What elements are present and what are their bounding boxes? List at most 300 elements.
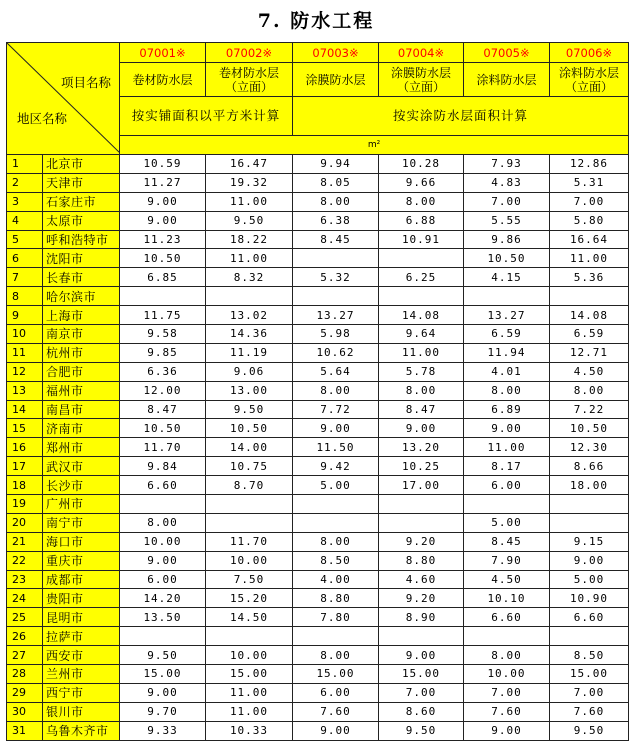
price-cell bbox=[206, 513, 293, 532]
city-name-cell: 呼和浩特市 bbox=[43, 230, 120, 249]
price-cell: 6.00 bbox=[120, 570, 206, 589]
price-cell: 7.60 bbox=[293, 702, 379, 721]
price-cell: 15.00 bbox=[206, 665, 293, 684]
city-name-cell: 乌鲁木齐市 bbox=[43, 721, 120, 740]
row-number-cell: 24 bbox=[7, 589, 43, 608]
code-cell: 07003※ bbox=[293, 43, 379, 63]
price-cell: 8.00 bbox=[293, 381, 379, 400]
price-cell: 8.05 bbox=[293, 173, 379, 192]
table-row bbox=[7, 646, 629, 665]
price-cell: 8.80 bbox=[293, 589, 379, 608]
table-row bbox=[7, 513, 629, 532]
table-row bbox=[7, 589, 629, 608]
row-number-cell: 23 bbox=[7, 570, 43, 589]
price-cell: 10.50 bbox=[464, 249, 550, 268]
row-number-cell: 6 bbox=[7, 249, 43, 268]
price-cell: 10.50 bbox=[120, 249, 206, 268]
price-cell: 12.30 bbox=[550, 438, 629, 457]
city-name-cell: 武汉市 bbox=[43, 457, 120, 476]
code-cell: 07005※ bbox=[464, 43, 550, 63]
price-cell: 8.00 bbox=[550, 381, 629, 400]
price-cell: 5.00 bbox=[550, 570, 629, 589]
item-name-cell bbox=[120, 63, 206, 97]
price-cell: 6.00 bbox=[293, 683, 379, 702]
price-cell: 4.50 bbox=[464, 570, 550, 589]
price-cell: 8.66 bbox=[550, 457, 629, 476]
price-cell: 8.00 bbox=[293, 646, 379, 665]
price-cell bbox=[293, 513, 379, 532]
table-row bbox=[7, 155, 629, 174]
price-cell: 12.71 bbox=[550, 343, 629, 362]
price-cell: 10.91 bbox=[379, 230, 464, 249]
price-cell bbox=[120, 495, 206, 514]
price-cell: 11.50 bbox=[293, 438, 379, 457]
price-cell bbox=[206, 287, 293, 306]
item-name-label: 项目名称 bbox=[60, 75, 111, 90]
city-name-cell: 沈阳市 bbox=[43, 249, 120, 268]
row-number-cell: 29 bbox=[7, 683, 43, 702]
price-cell: 14.20 bbox=[120, 589, 206, 608]
price-cell: 5.32 bbox=[293, 268, 379, 287]
code-cell: 07006※ bbox=[550, 43, 629, 63]
price-cell: 15.20 bbox=[206, 589, 293, 608]
table-row bbox=[7, 570, 629, 589]
table-row bbox=[7, 495, 629, 514]
item-name-line: 涂膜防水层 bbox=[305, 72, 366, 87]
price-cell: 10.00 bbox=[120, 532, 206, 551]
row-number-cell: 7 bbox=[7, 268, 43, 287]
table-row bbox=[7, 665, 629, 684]
table-row bbox=[7, 419, 629, 438]
item-name-line: 涂料防水层 bbox=[558, 65, 619, 80]
city-name-cell: 长春市 bbox=[43, 268, 120, 287]
city-name-cell: 西安市 bbox=[43, 646, 120, 665]
price-cell bbox=[379, 495, 464, 514]
item-name-line: 卷材防水层 bbox=[132, 72, 193, 87]
price-cell: 19.32 bbox=[206, 173, 293, 192]
price-cell bbox=[550, 495, 629, 514]
price-cell: 8.90 bbox=[379, 608, 464, 627]
row-number-cell: 31 bbox=[7, 721, 43, 740]
price-cell: 8.00 bbox=[464, 381, 550, 400]
item-name-cell bbox=[464, 63, 550, 97]
price-cell: 6.25 bbox=[379, 268, 464, 287]
table-row bbox=[7, 721, 629, 740]
price-cell: 5.64 bbox=[293, 362, 379, 381]
price-cell bbox=[293, 287, 379, 306]
row-number-cell: 17 bbox=[7, 457, 43, 476]
row-number-cell: 14 bbox=[7, 400, 43, 419]
price-cell bbox=[293, 495, 379, 514]
row-number-cell: 3 bbox=[7, 192, 43, 211]
item-name-line: 涂料防水层 bbox=[476, 72, 537, 87]
price-cell: 6.88 bbox=[379, 211, 464, 230]
city-name-cell: 天津市 bbox=[43, 173, 120, 192]
price-cell: 11.27 bbox=[120, 173, 206, 192]
price-cell: 8.50 bbox=[293, 551, 379, 570]
price-cell: 11.75 bbox=[120, 306, 206, 325]
price-cell: 9.20 bbox=[379, 589, 464, 608]
price-cell: 9.33 bbox=[120, 721, 206, 740]
city-name-cell: 长沙市 bbox=[43, 476, 120, 495]
table-row bbox=[7, 476, 629, 495]
city-name-cell: 福州市 bbox=[43, 381, 120, 400]
price-cell bbox=[464, 287, 550, 306]
price-cell: 10.75 bbox=[206, 457, 293, 476]
table-row bbox=[7, 287, 629, 306]
city-name-cell: 南昌市 bbox=[43, 400, 120, 419]
price-cell: 9.84 bbox=[120, 457, 206, 476]
price-cell: 8.00 bbox=[293, 532, 379, 551]
price-cell: 13.00 bbox=[206, 381, 293, 400]
city-name-cell: 郑州市 bbox=[43, 438, 120, 457]
price-cell: 9.58 bbox=[120, 325, 206, 344]
price-cell bbox=[379, 287, 464, 306]
price-cell: 8.00 bbox=[379, 192, 464, 211]
city-name-cell: 拉萨市 bbox=[43, 627, 120, 646]
price-cell: 12.86 bbox=[550, 155, 629, 174]
table-row bbox=[7, 683, 629, 702]
city-name-cell: 太原市 bbox=[43, 211, 120, 230]
price-cell: 4.60 bbox=[379, 570, 464, 589]
table-row bbox=[7, 551, 629, 570]
price-cell: 4.83 bbox=[464, 173, 550, 192]
row-number-cell: 21 bbox=[7, 532, 43, 551]
price-cell: 11.00 bbox=[550, 249, 629, 268]
price-cell: 8.47 bbox=[120, 400, 206, 419]
row-number-cell: 13 bbox=[7, 381, 43, 400]
price-cell: 8.45 bbox=[464, 532, 550, 551]
table-row bbox=[7, 343, 629, 362]
price-cell: 9.00 bbox=[120, 551, 206, 570]
price-cell: 7.00 bbox=[550, 192, 629, 211]
price-cell: 9.00 bbox=[120, 683, 206, 702]
city-name-cell: 杭州市 bbox=[43, 343, 120, 362]
city-name-cell: 合肥市 bbox=[43, 362, 120, 381]
table-row bbox=[7, 325, 629, 344]
price-cell: 9.86 bbox=[464, 230, 550, 249]
waterproofing-price-table bbox=[6, 42, 629, 741]
price-cell: 5.36 bbox=[550, 268, 629, 287]
price-cell: 6.36 bbox=[120, 362, 206, 381]
row-number-cell: 4 bbox=[7, 211, 43, 230]
price-cell: 4.01 bbox=[464, 362, 550, 381]
price-cell: 11.70 bbox=[206, 532, 293, 551]
price-cell: 5.31 bbox=[550, 173, 629, 192]
city-name-cell: 济南市 bbox=[43, 419, 120, 438]
price-cell: 9.00 bbox=[120, 192, 206, 211]
price-cell: 4.15 bbox=[464, 268, 550, 287]
price-cell: 11.94 bbox=[464, 343, 550, 362]
price-cell: 13.50 bbox=[120, 608, 206, 627]
row-number-cell: 28 bbox=[7, 665, 43, 684]
price-cell: 7.80 bbox=[293, 608, 379, 627]
table-row bbox=[7, 211, 629, 230]
price-cell: 10.90 bbox=[550, 589, 629, 608]
price-cell: 9.00 bbox=[293, 419, 379, 438]
price-cell bbox=[120, 287, 206, 306]
item-name-cell bbox=[550, 63, 629, 97]
price-cell: 8.80 bbox=[379, 551, 464, 570]
price-cell: 9.64 bbox=[379, 325, 464, 344]
price-cell bbox=[464, 627, 550, 646]
price-cell: 10.50 bbox=[550, 419, 629, 438]
price-cell: 10.00 bbox=[206, 551, 293, 570]
item-name-line: 涂膜防水层 bbox=[390, 65, 451, 80]
row-number-cell: 2 bbox=[7, 173, 43, 192]
row-number-cell: 25 bbox=[7, 608, 43, 627]
price-cell: 8.70 bbox=[206, 476, 293, 495]
price-cell: 6.89 bbox=[464, 400, 550, 419]
price-cell: 9.50 bbox=[550, 721, 629, 740]
table-row bbox=[7, 192, 629, 211]
price-cell: 16.47 bbox=[206, 155, 293, 174]
price-cell: 9.42 bbox=[293, 457, 379, 476]
price-cell: 12.00 bbox=[120, 381, 206, 400]
table-row bbox=[7, 306, 629, 325]
price-cell: 5.98 bbox=[293, 325, 379, 344]
code-cell: 07004※ bbox=[379, 43, 464, 63]
unit-cell: m² bbox=[120, 136, 629, 155]
price-cell: 7.00 bbox=[550, 683, 629, 702]
city-name-cell: 海口市 bbox=[43, 532, 120, 551]
price-cell: 4.50 bbox=[550, 362, 629, 381]
price-cell: 7.72 bbox=[293, 400, 379, 419]
item-name-line: （立面） bbox=[564, 79, 613, 94]
price-cell: 9.50 bbox=[379, 721, 464, 740]
price-cell: 6.59 bbox=[550, 325, 629, 344]
city-name-cell: 贵阳市 bbox=[43, 589, 120, 608]
price-cell: 6.60 bbox=[464, 608, 550, 627]
price-cell: 9.00 bbox=[379, 419, 464, 438]
price-cell: 10.25 bbox=[379, 457, 464, 476]
code-cell: 07001※ bbox=[120, 43, 206, 63]
price-cell bbox=[379, 513, 464, 532]
item-name-cell bbox=[206, 63, 293, 97]
price-cell bbox=[293, 249, 379, 268]
price-cell: 8.00 bbox=[120, 513, 206, 532]
price-cell: 15.00 bbox=[120, 665, 206, 684]
price-cell: 8.45 bbox=[293, 230, 379, 249]
price-cell: 10.00 bbox=[206, 646, 293, 665]
price-cell: 10.62 bbox=[293, 343, 379, 362]
price-cell bbox=[550, 627, 629, 646]
price-cell: 13.27 bbox=[293, 306, 379, 325]
price-cell: 8.32 bbox=[206, 268, 293, 287]
table-row bbox=[7, 457, 629, 476]
price-cell bbox=[120, 627, 206, 646]
price-cell: 5.00 bbox=[293, 476, 379, 495]
calc-rule-coating-area: 按实涂防水层面积计算 bbox=[293, 97, 629, 136]
row-number-cell: 19 bbox=[7, 495, 43, 514]
table-row bbox=[7, 400, 629, 419]
price-cell: 14.00 bbox=[206, 438, 293, 457]
row-number-cell: 20 bbox=[7, 513, 43, 532]
price-cell bbox=[206, 495, 293, 514]
row-number-cell: 26 bbox=[7, 627, 43, 646]
price-cell: 9.00 bbox=[120, 211, 206, 230]
price-cell: 7.00 bbox=[379, 683, 464, 702]
price-cell: 6.00 bbox=[464, 476, 550, 495]
item-name-cell bbox=[379, 63, 464, 97]
price-cell: 9.50 bbox=[206, 400, 293, 419]
price-cell: 9.00 bbox=[464, 721, 550, 740]
price-cell: 11.00 bbox=[379, 343, 464, 362]
price-cell: 9.85 bbox=[120, 343, 206, 362]
city-name-cell: 南宁市 bbox=[43, 513, 120, 532]
price-cell: 9.00 bbox=[293, 721, 379, 740]
row-number-cell: 10 bbox=[7, 325, 43, 344]
item-name-line: （立面） bbox=[396, 79, 445, 94]
price-cell: 10.28 bbox=[379, 155, 464, 174]
price-cell: 5.00 bbox=[464, 513, 550, 532]
price-cell: 13.02 bbox=[206, 306, 293, 325]
city-name-cell: 西宁市 bbox=[43, 683, 120, 702]
row-number-cell: 18 bbox=[7, 476, 43, 495]
table-row bbox=[7, 702, 629, 721]
city-name-cell: 兰州市 bbox=[43, 665, 120, 684]
city-name-cell: 成都市 bbox=[43, 570, 120, 589]
price-cell: 13.20 bbox=[379, 438, 464, 457]
price-cell: 11.00 bbox=[206, 702, 293, 721]
row-number-cell: 30 bbox=[7, 702, 43, 721]
calc-rule-area-per-sqm: 按实铺面积以平方米计算 bbox=[120, 97, 293, 136]
city-name-cell: 哈尔滨市 bbox=[43, 287, 120, 306]
price-cell: 8.17 bbox=[464, 457, 550, 476]
price-cell: 10.33 bbox=[206, 721, 293, 740]
price-cell: 8.00 bbox=[379, 381, 464, 400]
price-cell: 9.50 bbox=[120, 646, 206, 665]
price-cell: 14.36 bbox=[206, 325, 293, 344]
price-cell: 18.22 bbox=[206, 230, 293, 249]
price-cell: 9.66 bbox=[379, 173, 464, 192]
row-number-cell: 9 bbox=[7, 306, 43, 325]
item-name-cell bbox=[293, 63, 379, 97]
price-cell: 11.19 bbox=[206, 343, 293, 362]
table-row bbox=[7, 608, 629, 627]
price-cell: 6.59 bbox=[464, 325, 550, 344]
row-number-cell: 15 bbox=[7, 419, 43, 438]
price-cell: 10.50 bbox=[120, 419, 206, 438]
table-row bbox=[7, 381, 629, 400]
price-cell: 6.60 bbox=[120, 476, 206, 495]
price-cell: 6.60 bbox=[550, 608, 629, 627]
city-name-cell: 上海市 bbox=[43, 306, 120, 325]
city-name-cell: 石家庄市 bbox=[43, 192, 120, 211]
price-cell: 9.00 bbox=[464, 419, 550, 438]
price-cell: 9.50 bbox=[206, 211, 293, 230]
row-number-cell: 11 bbox=[7, 343, 43, 362]
price-cell: 6.85 bbox=[120, 268, 206, 287]
table-row bbox=[7, 249, 629, 268]
price-cell: 9.94 bbox=[293, 155, 379, 174]
item-name-line: （立面） bbox=[224, 79, 273, 94]
price-cell: 15.00 bbox=[379, 665, 464, 684]
city-name-cell: 重庆市 bbox=[43, 551, 120, 570]
price-cell: 9.00 bbox=[379, 646, 464, 665]
price-cell: 9.06 bbox=[206, 362, 293, 381]
price-cell: 8.47 bbox=[379, 400, 464, 419]
corner-diagonal bbox=[7, 43, 120, 153]
price-cell: 11.00 bbox=[206, 249, 293, 268]
price-cell: 10.50 bbox=[206, 419, 293, 438]
price-cell: 9.15 bbox=[550, 532, 629, 551]
price-cell bbox=[293, 627, 379, 646]
code-cell: 07002※ bbox=[206, 43, 293, 63]
row-number-cell: 22 bbox=[7, 551, 43, 570]
price-cell: 7.00 bbox=[464, 683, 550, 702]
price-cell: 14.08 bbox=[550, 306, 629, 325]
price-cell: 10.00 bbox=[464, 665, 550, 684]
price-cell: 18.00 bbox=[550, 476, 629, 495]
row-number-cell: 27 bbox=[7, 646, 43, 665]
price-cell: 17.00 bbox=[379, 476, 464, 495]
price-cell: 15.00 bbox=[550, 665, 629, 684]
price-cell bbox=[464, 495, 550, 514]
price-cell: 11.00 bbox=[206, 192, 293, 211]
price-cell: 9.20 bbox=[379, 532, 464, 551]
row-number-cell: 5 bbox=[7, 230, 43, 249]
price-cell: 5.80 bbox=[550, 211, 629, 230]
price-cell: 10.10 bbox=[464, 589, 550, 608]
city-name-cell: 南京市 bbox=[43, 325, 120, 344]
city-name-cell: 银川市 bbox=[43, 702, 120, 721]
table-row bbox=[7, 627, 629, 646]
price-cell: 7.93 bbox=[464, 155, 550, 174]
table-row bbox=[7, 532, 629, 551]
price-cell: 7.00 bbox=[464, 192, 550, 211]
price-cell: 11.00 bbox=[206, 683, 293, 702]
item-name-line: 卷材防水层 bbox=[218, 65, 279, 80]
city-name-cell: 北京市 bbox=[43, 155, 120, 174]
price-cell bbox=[550, 287, 629, 306]
price-cell: 16.64 bbox=[550, 230, 629, 249]
table-row bbox=[7, 362, 629, 381]
row-number-cell: 12 bbox=[7, 362, 43, 381]
price-cell: 5.55 bbox=[464, 211, 550, 230]
price-cell: 9.70 bbox=[120, 702, 206, 721]
row-number-cell: 1 bbox=[7, 155, 43, 174]
table-row bbox=[7, 268, 629, 287]
table-row bbox=[7, 173, 629, 192]
price-cell: 14.50 bbox=[206, 608, 293, 627]
price-cell: 8.00 bbox=[464, 646, 550, 665]
price-cell bbox=[550, 513, 629, 532]
price-cell: 7.60 bbox=[464, 702, 550, 721]
price-cell: 8.50 bbox=[550, 646, 629, 665]
table-row bbox=[7, 230, 629, 249]
price-cell bbox=[379, 249, 464, 268]
price-cell: 11.00 bbox=[464, 438, 550, 457]
city-name-cell: 昆明市 bbox=[43, 608, 120, 627]
price-cell: 7.60 bbox=[550, 702, 629, 721]
row-number-cell: 8 bbox=[7, 287, 43, 306]
price-cell: 9.00 bbox=[550, 551, 629, 570]
header-corner-cell bbox=[7, 43, 120, 155]
price-cell: 13.27 bbox=[464, 306, 550, 325]
price-cell bbox=[379, 627, 464, 646]
price-cell: 14.08 bbox=[379, 306, 464, 325]
row-number-cell: 16 bbox=[7, 438, 43, 457]
price-cell: 5.78 bbox=[379, 362, 464, 381]
city-name-cell: 广州市 bbox=[43, 495, 120, 514]
page-title: 7. 防水工程 bbox=[257, 10, 375, 32]
price-cell: 11.70 bbox=[120, 438, 206, 457]
price-cell: 4.00 bbox=[293, 570, 379, 589]
region-name-label: 地区名称 bbox=[17, 111, 68, 126]
price-cell: 6.38 bbox=[293, 211, 379, 230]
price-cell: 8.60 bbox=[379, 702, 464, 721]
